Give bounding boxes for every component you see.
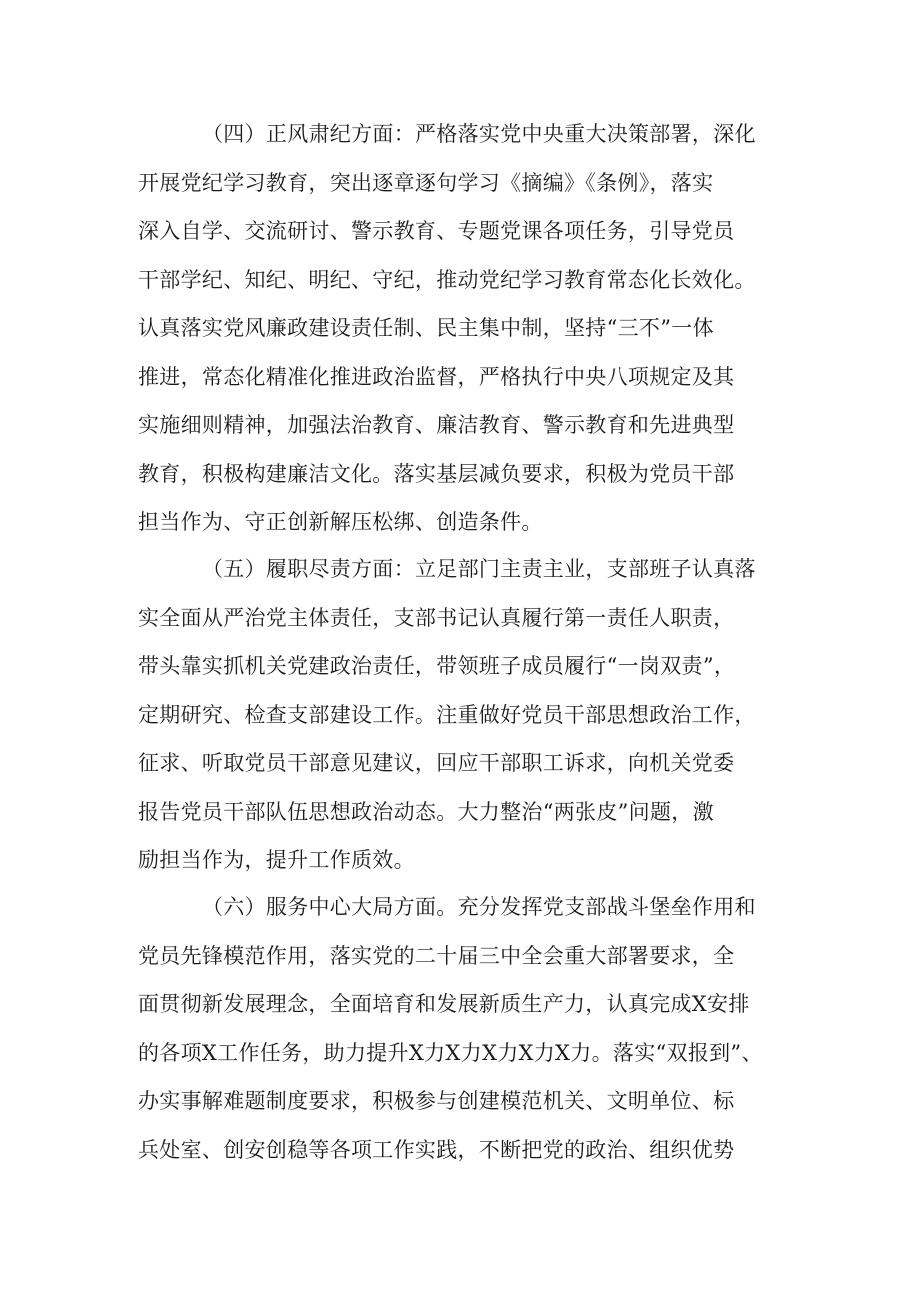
paragraph-fuwu-zhongxin — [138, 883, 798, 1174]
text-line: 励担当作为，提升工作质效。 — [138, 848, 415, 872]
text-line: 党员先锋模范作用，落实党的二十届三中全会重大部署要求，全 — [138, 943, 735, 968]
paragraph-zhengfeng-sujì — [138, 110, 798, 547]
text-line: 兵处室、创安创稳等各项工作实践，不断把党的政治、组织优势 — [138, 1137, 735, 1162]
text-line: 担当作为、守正创新解压松绑、创造条件。 — [138, 510, 543, 534]
text-line: 开展党纪学习教育，突出逐章逐句学习《摘编》《条例》，落实 — [138, 170, 714, 195]
text-line: 认真落实党风廉政建设责任制、民主集中制，坚持“三不”一体 — [138, 316, 714, 340]
text-line: 干部学纪、知纪、明纪、守纪，推动党纪学习教育常态化长效化。 — [138, 267, 756, 292]
text-line: 教育，积极构建廉洁文化。落实基层减负要求，积极为党员干部 — [138, 461, 735, 486]
text-line: 实施细则精神，加强法治教育、廉洁教育、警示教育和先进典型 — [138, 413, 735, 437]
text-line: 带头靠实抓机关党建政治责任，带领班子成员履行“一岗双责”， — [138, 654, 736, 678]
text-line: 的各项X工作任务，助力提升X力X力X力X力X力。落实“双报到”、 — [138, 1040, 763, 1065]
text-line: （六）服务中心大局方面。充分发挥党支部战斗堡垒作用和 — [202, 895, 756, 919]
text-line: 定期研究、检查支部建设工作。注重做好党员干部思想政治工作， — [138, 702, 756, 727]
text-line: 面贯彻新发展理念，全面培育和发展新质生产力，认真完成X安排 — [138, 992, 750, 1016]
text-line: 推进，常态化精准化推进政治监督，严格执行中央八项规定及其 — [138, 364, 735, 389]
paragraph-lvzhi-jinze — [138, 545, 798, 885]
text-line: 深入自学、交流研讨、警示教育、专题党课各项任务，引导党员 — [138, 219, 735, 243]
text-line: （五）履职尽责方面：立足部门主责主业，支部班子认真落 — [202, 557, 756, 581]
text-line: 报告党员干部队伍思想政治动态。大力整治“两张皮”问题，激 — [138, 799, 714, 824]
text-line: 实全面从严治党主体责任，支部书记认真履行第一责任人职责， — [138, 605, 735, 630]
text-line: 征求、听取党员干部意见建议，回应干部职工诉求，向机关党委 — [138, 751, 735, 775]
text-line: 办实事解难题制度要求，积极参与创建模范机关、文明单位、标 — [138, 1089, 735, 1113]
text-line: （四）正风肃纪方面：严格落实党中央重大决策部署，深化 — [202, 122, 756, 146]
